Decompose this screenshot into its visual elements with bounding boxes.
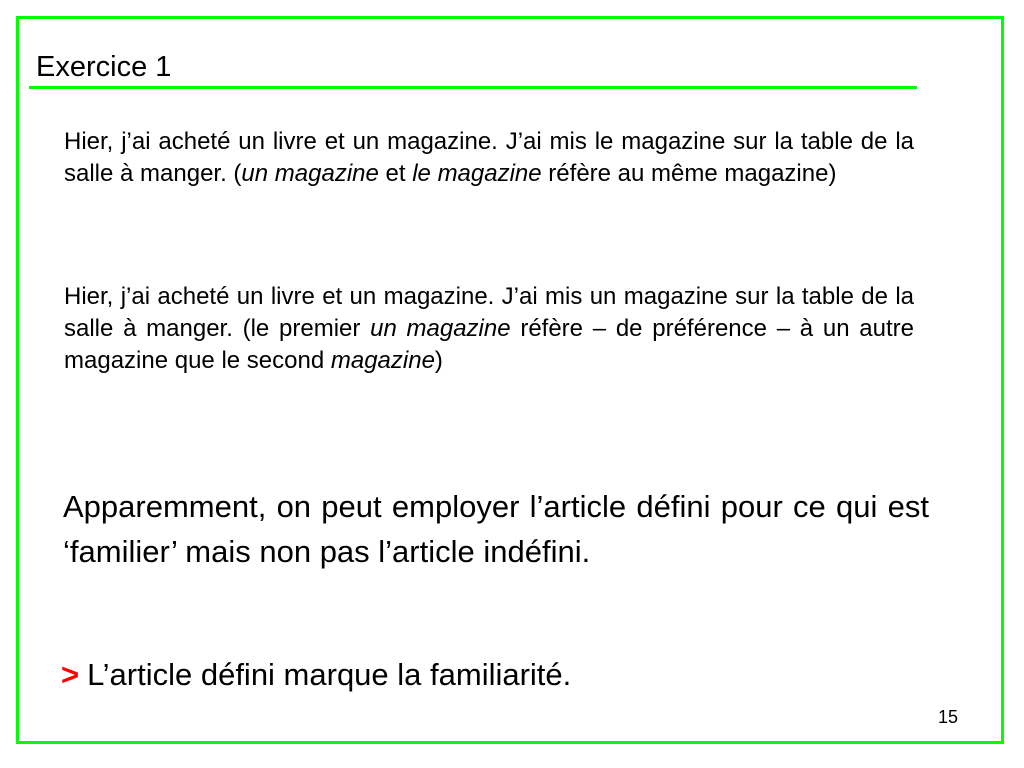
example-1-text-1: Hier, j’ai acheté un livre et un magazine. J’ai mis le magazine sur la table de la salle à manger. (: [64, 128, 914, 187]
example-paragraph-2: [64, 281, 914, 377]
takeaway-text: L’article défini marque la familiarité.: [87, 657, 572, 692]
example-1-text-2: et: [378, 160, 413, 187]
title-underline: [29, 86, 917, 89]
example-1-italic-1: un magazine: [241, 160, 379, 187]
example-2-italic-2: magazine: [330, 347, 435, 374]
example-2-text-1: Hier, j’ai acheté un livre et un magazine. J’ai mis un magazine sur la table de la salle à manger. (le premier: [64, 283, 914, 342]
conclusion-paragraph: Apparemment, on peut employer l’article défini pour ce qui est ‘familier’ mais non pas l’article indéfini.: [63, 489, 929, 569]
example-2-text-3: ): [434, 347, 443, 374]
takeaway-line: [61, 652, 571, 697]
page-number: 15: [938, 707, 959, 727]
arrow-bullet-icon: >: [61, 657, 80, 692]
example-paragraph-1: [64, 126, 914, 190]
slide-title: Exercice 1: [36, 51, 172, 83]
example-1-italic-2: le magazine: [412, 160, 542, 187]
example-2-italic-1: un magazine: [370, 315, 511, 342]
example-1-text-3: réfère au même magazine): [541, 160, 837, 187]
example-2-text-2: réfère – de préférence – à un autre magazine que le second: [64, 315, 914, 374]
